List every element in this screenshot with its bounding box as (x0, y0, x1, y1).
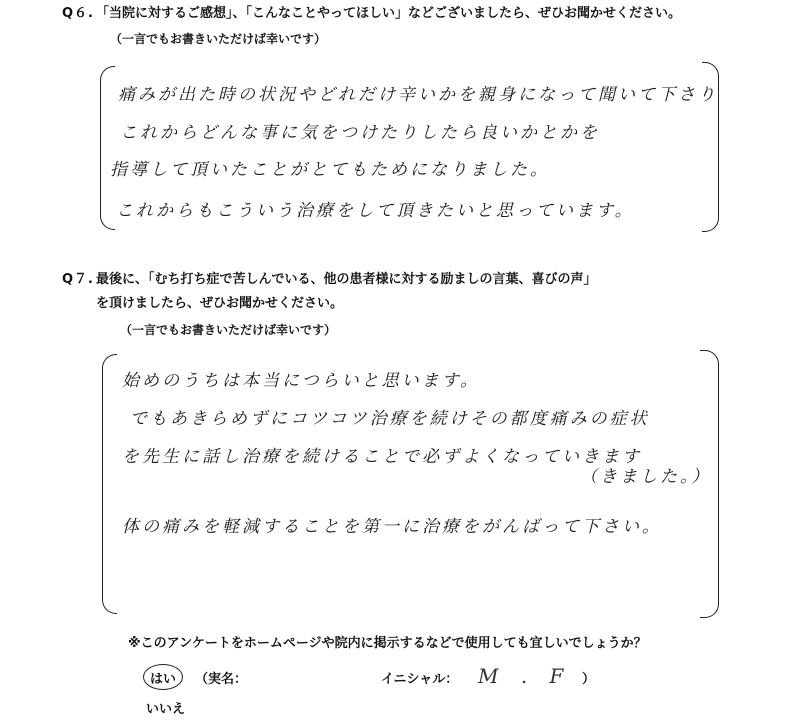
q6-note: （一言でもお書きいただけば幸いです） (110, 32, 327, 46)
initial-value: M . F (478, 664, 572, 688)
consent-no-option[interactable]: いいえ (146, 702, 186, 717)
q7-answer-line-5: 体の痛みを軽減することを第一に治療をがんばって下さい。 (122, 517, 662, 537)
q7-answer-line-3: を先生に話し治療を続けることで必ずよくなっていきます (122, 447, 642, 467)
q6-question: 「当院に対するご感想」、「こんなことやってほしい」などございましたら、ぜひお聞かせください。 (96, 6, 682, 21)
q7-heading (62, 271, 597, 289)
q7-question-line-2-wrap (96, 295, 343, 313)
q6-answer-line-1: 痛みが出た時の状況やどれだけ辛いかを親身になって聞いて下さり (118, 85, 718, 105)
q7-note: （一言でもお書きいただけば幸いです） (120, 323, 337, 337)
q7-question-line-1: 最後に、「むち打ち症で苦しんでいる、他の患者様に対する励ましの言葉、喜びの声」 (96, 272, 597, 287)
q7-answer-line-1: 始めのうちは本当につらいと思います。 (122, 371, 481, 391)
q6-answer-line-2: これからどんな事に気をつけたりしたら良いかとかを (120, 123, 600, 143)
q6-answer-bracket-left (100, 66, 115, 230)
q7-question-line-2: を頂けましたら、ぜひお聞かせください。 (96, 296, 344, 311)
close-paren: ） (582, 672, 596, 687)
real-name-label: （実名： (195, 672, 248, 687)
q6-answer-line-4: これからもこういう治療をして頂きたいと思っています。 (116, 201, 635, 221)
consent-yes-option[interactable]: はい (150, 672, 177, 687)
q7-answer-line-4: （きました。） (580, 467, 712, 487)
q6-number: Q６. (62, 6, 94, 21)
consent-question: ※このアンケートをホームページや院内に掲示するなどで使用しても宜しいでしょうか？ (128, 636, 647, 651)
q7-number: Q７. (62, 272, 94, 287)
q6-answer-line-3: 指導して頂いたことがとてもためになりました。 (110, 160, 550, 180)
initial-label: イニシャル： (381, 672, 459, 687)
q7-answer-bracket-left (102, 354, 117, 614)
q6-heading (62, 5, 681, 23)
q7-answer-line-2: でもあきらめずにコツコツ治療を続けその都度痛みの症状 (130, 409, 650, 429)
